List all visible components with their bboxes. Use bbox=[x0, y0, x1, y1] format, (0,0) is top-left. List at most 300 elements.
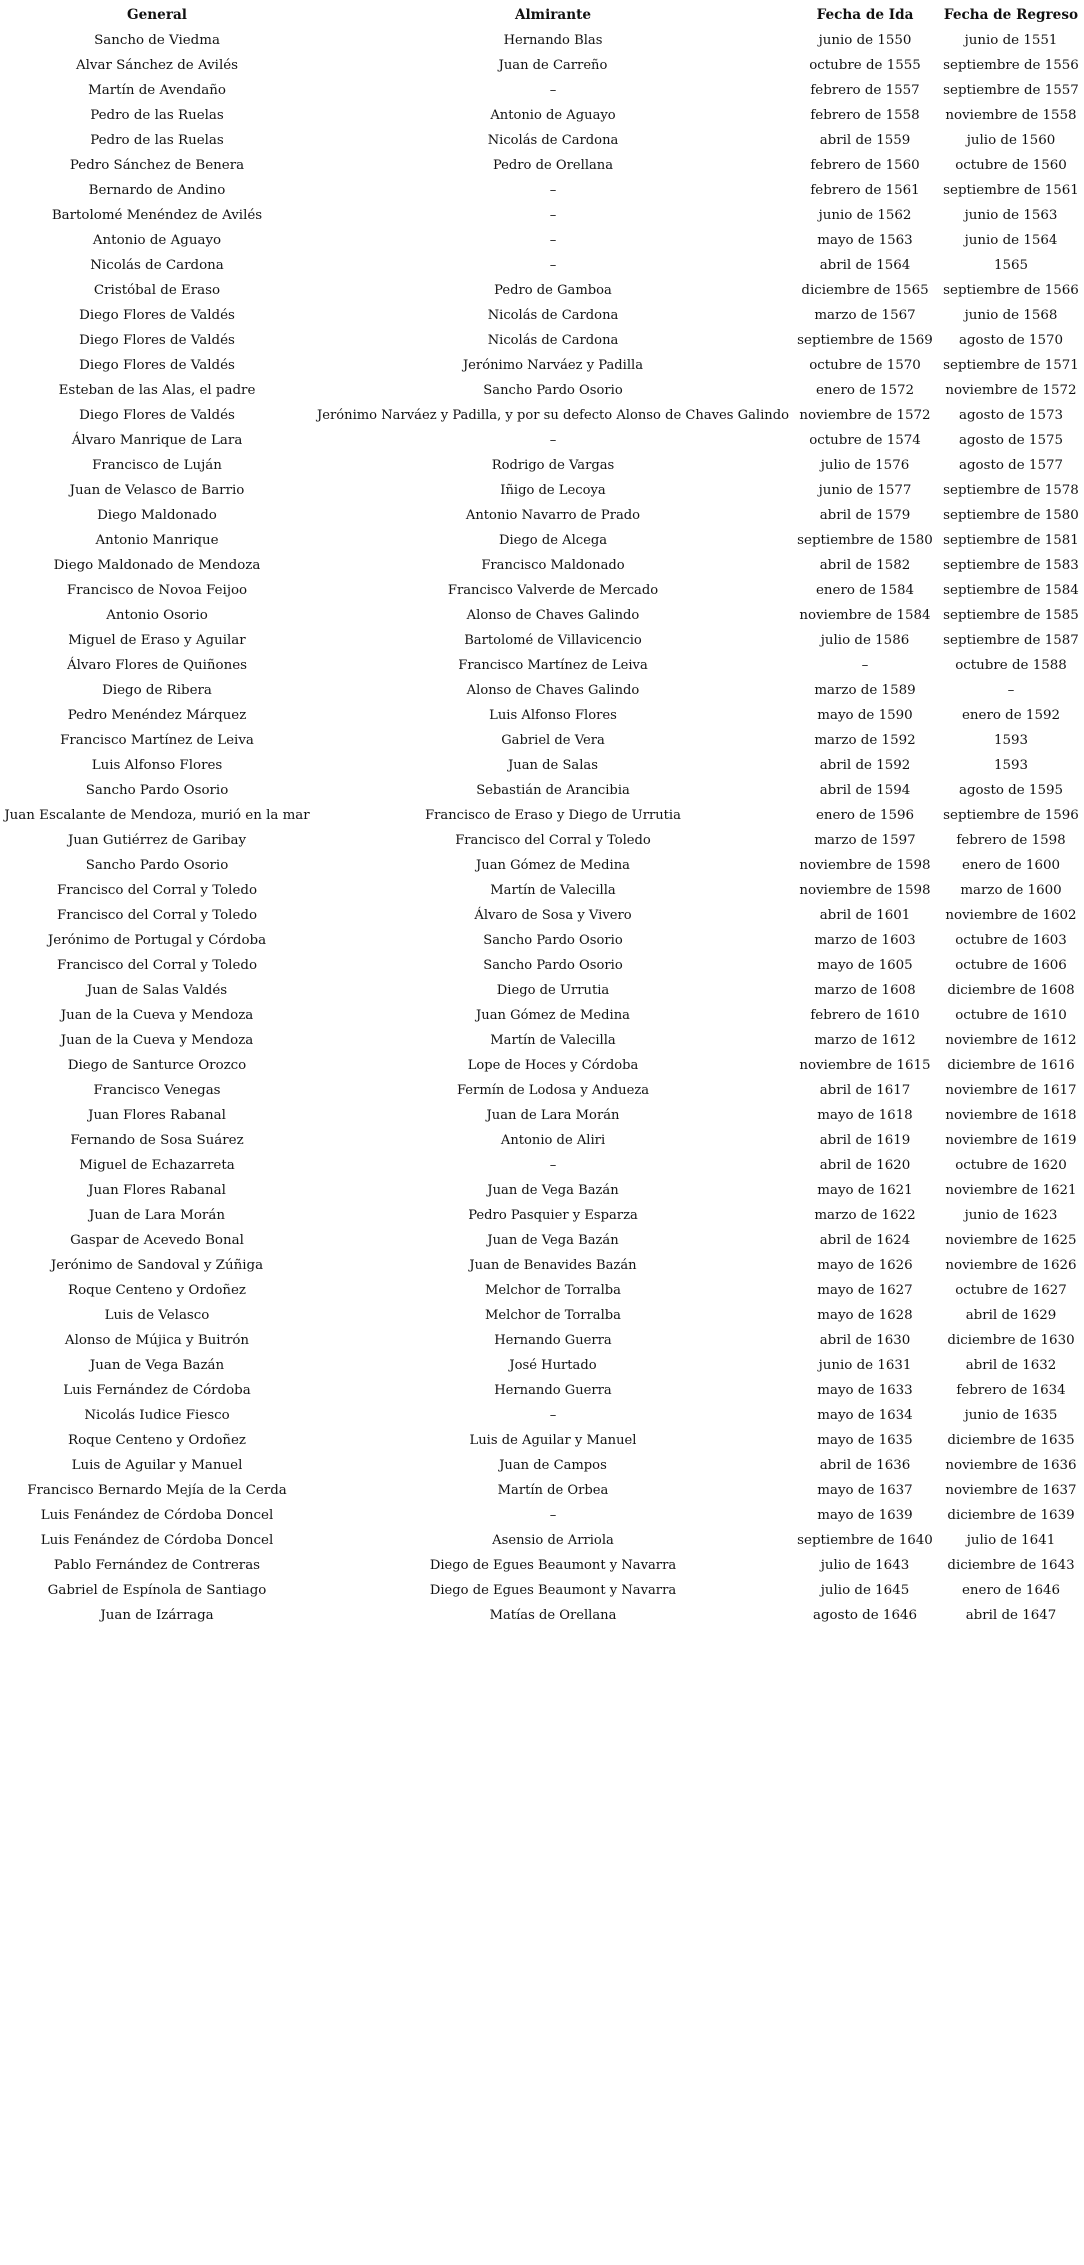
almirante-cell: – bbox=[549, 433, 557, 448]
almirante-cell: Diego de Alcega bbox=[498, 533, 608, 548]
fecha-ida-cell: julio de 1586 bbox=[820, 633, 910, 648]
general-cell: Antonio Manrique bbox=[95, 533, 219, 548]
fecha-ida-cell: abril de 1624 bbox=[819, 1233, 911, 1248]
almirante-cell: – bbox=[549, 83, 557, 98]
table-row bbox=[0, 553, 1084, 578]
fecha-regreso-cell: septiembre de 1557 bbox=[943, 83, 1079, 98]
fecha-regreso-cell: septiembre de 1580 bbox=[943, 508, 1079, 523]
fecha-regreso-cell: abril de 1647 bbox=[965, 1608, 1057, 1623]
almirante-cell: Rodrigo de Vargas bbox=[491, 458, 615, 473]
fecha-regreso-cell: 1565 bbox=[993, 258, 1029, 273]
fecha-ida-cell: mayo de 1628 bbox=[817, 1308, 913, 1323]
almirante-cell: Diego de Egues Beaumont y Navarra bbox=[429, 1583, 677, 1598]
fecha-ida-cell: mayo de 1618 bbox=[817, 1108, 913, 1123]
almirante-cell: Juan de Lara Morán bbox=[486, 1108, 620, 1123]
fecha-ida-cell: abril de 1601 bbox=[819, 908, 911, 923]
table-row bbox=[0, 178, 1084, 203]
general-cell: Miguel de Echazarreta bbox=[79, 1158, 235, 1173]
table-row bbox=[0, 753, 1084, 778]
general-cell: Diego Maldonado bbox=[97, 508, 217, 523]
fecha-regreso-cell: octubre de 1603 bbox=[955, 933, 1067, 948]
fecha-ida-cell: noviembre de 1572 bbox=[799, 408, 931, 423]
fecha-regreso-cell: diciembre de 1608 bbox=[947, 983, 1075, 998]
fecha-ida-cell: septiembre de 1569 bbox=[797, 333, 933, 348]
fecha-ida-cell: mayo de 1637 bbox=[817, 1483, 913, 1498]
fecha-regreso-cell: octubre de 1620 bbox=[955, 1158, 1067, 1173]
table-row bbox=[0, 1278, 1084, 1303]
almirante-cell: Martín de Valecilla bbox=[490, 883, 616, 898]
almirante-cell: José Hurtado bbox=[509, 1358, 597, 1373]
table-row bbox=[0, 1128, 1084, 1153]
general-cell: Juan Escalante de Mendoza, murió en la mar bbox=[4, 808, 310, 823]
general-cell: Francisco del Corral y Toledo bbox=[56, 908, 258, 923]
table-row bbox=[0, 1353, 1084, 1378]
fecha-ida-cell: mayo de 1633 bbox=[817, 1383, 913, 1398]
fecha-ida-cell: febrero de 1557 bbox=[810, 83, 920, 98]
fecha-regreso-cell: junio de 1568 bbox=[964, 308, 1058, 323]
almirante-cell: Jerónimo Narváez y Padilla, y por su defecto Alonso de Chaves Galindo bbox=[317, 408, 789, 423]
almirante-cell: – bbox=[549, 233, 557, 248]
header-general: General bbox=[127, 7, 187, 23]
table-body bbox=[0, 28, 1084, 1628]
fecha-ida-cell: julio de 1643 bbox=[820, 1558, 910, 1573]
fecha-regreso-cell: noviembre de 1602 bbox=[945, 908, 1077, 923]
almirante-cell: Hernando Guerra bbox=[494, 1333, 612, 1348]
general-cell: Antonio Osorio bbox=[106, 608, 208, 623]
fecha-regreso-cell: noviembre de 1617 bbox=[945, 1083, 1077, 1098]
general-cell: Juan Gutiérrez de Garibay bbox=[67, 833, 247, 848]
table-row bbox=[0, 1178, 1084, 1203]
fecha-regreso-cell: – bbox=[1007, 683, 1015, 698]
general-cell: Jerónimo de Sandoval y Zúñiga bbox=[50, 1258, 264, 1273]
fecha-regreso-cell: noviembre de 1572 bbox=[945, 383, 1077, 398]
almirante-cell: Diego de Egues Beaumont y Navarra bbox=[429, 1558, 677, 1573]
table-row bbox=[0, 78, 1084, 103]
general-cell: Fernando de Sosa Suárez bbox=[70, 1133, 244, 1148]
almirante-cell: Hernando Blas bbox=[503, 33, 603, 48]
general-cell: Juan de Salas Valdés bbox=[86, 983, 228, 998]
fecha-ida-cell: abril de 1619 bbox=[819, 1133, 911, 1148]
general-cell: Álvaro Flores de Quiñones bbox=[66, 658, 248, 673]
fecha-regreso-cell: noviembre de 1558 bbox=[945, 108, 1077, 123]
almirante-cell: Antonio de Aliri bbox=[500, 1133, 606, 1148]
fecha-regreso-cell: abril de 1632 bbox=[965, 1358, 1057, 1373]
almirante-cell: Juan de Vega Bazán bbox=[487, 1183, 619, 1198]
fecha-ida-cell: mayo de 1639 bbox=[817, 1508, 913, 1523]
general-cell: Bartolomé Menéndez de Avilés bbox=[51, 208, 263, 223]
general-cell: Luis Fenández de Córdoba Doncel bbox=[40, 1533, 274, 1548]
table-row bbox=[0, 1503, 1084, 1528]
fecha-regreso-cell: enero de 1600 bbox=[961, 858, 1061, 873]
general-cell: Luis Fenández de Córdoba Doncel bbox=[40, 1508, 274, 1523]
almirante-cell: Asensio de Arriola bbox=[492, 1533, 614, 1548]
general-cell: Juan de la Cueva y Mendoza bbox=[60, 1033, 254, 1048]
table-row bbox=[0, 428, 1084, 453]
table-row bbox=[0, 903, 1084, 928]
table-row bbox=[0, 1328, 1084, 1353]
table-row bbox=[0, 803, 1084, 828]
table-row bbox=[0, 1403, 1084, 1428]
almirante-cell: Juan Gómez de Medina bbox=[476, 858, 630, 873]
fecha-ida-cell: mayo de 1626 bbox=[817, 1258, 913, 1273]
general-cell: Alonso de Mújica y Buitrón bbox=[64, 1333, 250, 1348]
fecha-regreso-cell: agosto de 1573 bbox=[958, 408, 1064, 423]
fecha-ida-cell: abril de 1620 bbox=[819, 1158, 911, 1173]
table-row bbox=[0, 978, 1084, 1003]
fecha-regreso-cell: noviembre de 1637 bbox=[945, 1483, 1077, 1498]
table-row bbox=[0, 653, 1084, 678]
fecha-ida-cell: abril de 1582 bbox=[819, 558, 911, 573]
almirante-cell: Sancho Pardo Osorio bbox=[483, 958, 623, 973]
fecha-ida-cell: septiembre de 1580 bbox=[797, 533, 933, 548]
almirante-cell: Nicolás de Cardona bbox=[487, 333, 619, 348]
general-cell: Diego de Santurce Orozco bbox=[67, 1058, 247, 1073]
fecha-regreso-cell: julio de 1560 bbox=[966, 133, 1056, 148]
general-cell: Francisco de Luján bbox=[92, 458, 222, 473]
table-row bbox=[0, 953, 1084, 978]
general-cell: Sancho de Viedma bbox=[94, 33, 220, 48]
table-row bbox=[0, 1528, 1084, 1553]
almirante-cell: Antonio de Aguayo bbox=[490, 108, 616, 123]
fecha-ida-cell: abril de 1594 bbox=[819, 783, 911, 798]
fecha-regreso-cell: octubre de 1610 bbox=[955, 1008, 1067, 1023]
general-cell: Esteban de las Alas, el padre bbox=[58, 383, 256, 398]
table-row bbox=[0, 1603, 1084, 1628]
table-row bbox=[0, 53, 1084, 78]
almirante-cell: Melchor de Torralba bbox=[484, 1283, 621, 1298]
fecha-regreso-cell: octubre de 1588 bbox=[955, 658, 1067, 673]
table-row bbox=[0, 628, 1084, 653]
fecha-regreso-cell: octubre de 1606 bbox=[955, 958, 1067, 973]
fecha-regreso-cell: septiembre de 1584 bbox=[943, 583, 1079, 598]
almirante-cell: Hernando Guerra bbox=[494, 1383, 612, 1398]
fecha-ida-cell: marzo de 1612 bbox=[814, 1033, 916, 1048]
almirante-cell: – bbox=[549, 208, 557, 223]
fecha-ida-cell: abril de 1579 bbox=[819, 508, 911, 523]
general-cell: Juan Flores Rabanal bbox=[88, 1183, 226, 1198]
fecha-regreso-cell: septiembre de 1596 bbox=[943, 808, 1079, 823]
fecha-regreso-cell: diciembre de 1639 bbox=[947, 1508, 1075, 1523]
general-cell: Cristóbal de Eraso bbox=[93, 283, 221, 298]
fecha-regreso-cell: noviembre de 1626 bbox=[945, 1258, 1077, 1273]
fecha-regreso-cell: septiembre de 1566 bbox=[943, 283, 1079, 298]
general-cell: Sancho Pardo Osorio bbox=[85, 858, 229, 873]
fecha-ida-cell: octubre de 1555 bbox=[809, 58, 921, 73]
general-cell: Roque Centeno y Ordoñez bbox=[67, 1433, 246, 1448]
fecha-regreso-cell: octubre de 1627 bbox=[955, 1283, 1067, 1298]
general-cell: Diego Flores de Valdés bbox=[79, 358, 235, 373]
fecha-ida-cell: febrero de 1561 bbox=[810, 183, 920, 198]
table-row bbox=[0, 778, 1084, 803]
general-cell: Pablo Fernández de Contreras bbox=[53, 1558, 261, 1573]
almirante-cell: Gabriel de Vera bbox=[501, 733, 605, 748]
almirante-cell: Juan de Carreño bbox=[498, 58, 608, 73]
general-cell: Sancho Pardo Osorio bbox=[85, 783, 229, 798]
table-row bbox=[0, 203, 1084, 228]
almirante-cell: Martín de Orbea bbox=[497, 1483, 609, 1498]
general-cell: Nicolás Iudice Fiesco bbox=[84, 1408, 230, 1423]
general-cell: Martín de Avendaño bbox=[88, 83, 226, 98]
general-cell: Juan de Izárraga bbox=[100, 1608, 214, 1623]
fecha-regreso-cell: septiembre de 1587 bbox=[943, 633, 1079, 648]
fecha-ida-cell: junio de 1631 bbox=[818, 1358, 912, 1373]
general-cell: Luis de Aguilar y Manuel bbox=[71, 1458, 243, 1473]
fecha-regreso-cell: junio de 1635 bbox=[964, 1408, 1058, 1423]
table-row bbox=[0, 1053, 1084, 1078]
fecha-regreso-cell: noviembre de 1625 bbox=[945, 1233, 1077, 1248]
table-row bbox=[0, 1578, 1084, 1603]
general-cell: Pedro Menéndez Márquez bbox=[67, 708, 247, 723]
fecha-ida-cell: mayo de 1634 bbox=[817, 1408, 913, 1423]
table-row bbox=[0, 603, 1084, 628]
almirante-cell: Francisco Valverde de Mercado bbox=[447, 583, 659, 598]
header-fecha-regreso: Fecha de Regreso bbox=[943, 7, 1079, 23]
almirante-cell: Lope de Hoces y Córdoba bbox=[467, 1058, 639, 1073]
table-row bbox=[0, 828, 1084, 853]
fecha-regreso-cell: febrero de 1634 bbox=[956, 1383, 1066, 1398]
fecha-ida-cell: noviembre de 1598 bbox=[799, 883, 931, 898]
table-row bbox=[0, 353, 1084, 378]
table-row bbox=[0, 303, 1084, 328]
table-row bbox=[0, 528, 1084, 553]
almirante-cell: Nicolás de Cardona bbox=[487, 133, 619, 148]
fecha-regreso-cell: junio de 1563 bbox=[964, 208, 1058, 223]
almirante-cell: Juan de Campos bbox=[499, 1458, 607, 1473]
almirante-cell: Martín de Valecilla bbox=[490, 1033, 616, 1048]
general-cell: Juan de la Cueva y Mendoza bbox=[60, 1008, 254, 1023]
general-cell: Luis de Velasco bbox=[104, 1308, 210, 1323]
general-cell: Francisco Venegas bbox=[93, 1083, 221, 1098]
general-cell: Alvar Sánchez de Avilés bbox=[75, 58, 239, 73]
almirante-cell: – bbox=[549, 258, 557, 273]
fecha-regreso-cell: 1593 bbox=[993, 758, 1029, 773]
fecha-ida-cell: enero de 1572 bbox=[815, 383, 915, 398]
fecha-ida-cell: julio de 1576 bbox=[820, 458, 910, 473]
fecha-regreso-cell: diciembre de 1635 bbox=[947, 1433, 1075, 1448]
fecha-ida-cell: diciembre de 1565 bbox=[801, 283, 929, 298]
fecha-regreso-cell: agosto de 1595 bbox=[958, 783, 1064, 798]
fecha-ida-cell: agosto de 1646 bbox=[812, 1608, 918, 1623]
general-cell: Francisco del Corral y Toledo bbox=[56, 883, 258, 898]
fecha-ida-cell: junio de 1550 bbox=[818, 33, 912, 48]
general-cell: Pedro Sánchez de Benera bbox=[69, 158, 245, 173]
table-row bbox=[0, 228, 1084, 253]
fecha-regreso-cell: 1593 bbox=[993, 733, 1029, 748]
general-cell: Luis Fernández de Córdoba bbox=[63, 1383, 251, 1398]
almirante-cell: Alonso de Chaves Galindo bbox=[466, 608, 640, 623]
table-row bbox=[0, 503, 1084, 528]
fecha-regreso-cell: agosto de 1575 bbox=[958, 433, 1064, 448]
fecha-regreso-cell: julio de 1641 bbox=[966, 1533, 1056, 1548]
fecha-ida-cell: abril de 1564 bbox=[819, 258, 911, 273]
general-cell: Diego de Ribera bbox=[102, 683, 212, 698]
almirante-cell: Matías de Orellana bbox=[489, 1608, 617, 1623]
almirante-cell: Bartolomé de Villavicencio bbox=[464, 633, 642, 648]
fecha-regreso-cell: septiembre de 1571 bbox=[943, 358, 1079, 373]
fecha-regreso-cell: septiembre de 1581 bbox=[943, 533, 1079, 548]
general-cell: Diego Flores de Valdés bbox=[79, 308, 235, 323]
table-row bbox=[0, 1003, 1084, 1028]
fecha-ida-cell: marzo de 1567 bbox=[814, 308, 916, 323]
fecha-regreso-cell: junio de 1551 bbox=[964, 33, 1058, 48]
fecha-ida-cell: abril de 1592 bbox=[819, 758, 911, 773]
fecha-ida-cell: abril de 1617 bbox=[819, 1083, 911, 1098]
general-cell: Diego Flores de Valdés bbox=[79, 408, 235, 423]
table-row bbox=[0, 578, 1084, 603]
general-cell: Gabriel de Espínola de Santiago bbox=[47, 1583, 267, 1598]
fecha-regreso-cell: septiembre de 1578 bbox=[943, 483, 1079, 498]
table-row bbox=[0, 1428, 1084, 1453]
fecha-regreso-cell: diciembre de 1616 bbox=[947, 1058, 1075, 1073]
general-cell: Miguel de Eraso y Aguilar bbox=[68, 633, 246, 648]
almirante-cell: Juan de Vega Bazán bbox=[487, 1233, 619, 1248]
fecha-regreso-cell: junio de 1564 bbox=[964, 233, 1058, 248]
fecha-regreso-cell: noviembre de 1636 bbox=[945, 1458, 1077, 1473]
fecha-regreso-cell: febrero de 1598 bbox=[956, 833, 1066, 848]
fecha-ida-cell: mayo de 1621 bbox=[817, 1183, 913, 1198]
fecha-ida-cell: marzo de 1597 bbox=[814, 833, 916, 848]
fecha-regreso-cell: noviembre de 1612 bbox=[945, 1033, 1077, 1048]
fecha-ida-cell: febrero de 1560 bbox=[810, 158, 920, 173]
fecha-regreso-cell: septiembre de 1556 bbox=[943, 58, 1079, 73]
general-cell: Luis Alfonso Flores bbox=[91, 758, 223, 773]
fecha-regreso-cell: diciembre de 1630 bbox=[947, 1333, 1075, 1348]
almirante-cell: Juan Gómez de Medina bbox=[476, 1008, 630, 1023]
fecha-regreso-cell: marzo de 1600 bbox=[960, 883, 1062, 898]
table-row bbox=[0, 28, 1084, 53]
fecha-ida-cell: marzo de 1592 bbox=[814, 733, 916, 748]
fleet-table bbox=[0, 3, 1084, 1628]
fecha-regreso-cell: noviembre de 1619 bbox=[945, 1133, 1077, 1148]
table-row bbox=[0, 678, 1084, 703]
almirante-cell: Antonio Navarro de Prado bbox=[465, 508, 641, 523]
general-cell: Jerónimo de Portugal y Córdoba bbox=[47, 933, 267, 948]
fecha-ida-cell: junio de 1562 bbox=[818, 208, 912, 223]
general-cell: Francisco Martínez de Leiva bbox=[60, 733, 254, 748]
almirante-cell: Luis Alfonso Flores bbox=[489, 708, 617, 723]
fecha-regreso-cell: septiembre de 1585 bbox=[943, 608, 1079, 623]
general-cell: Diego Flores de Valdés bbox=[79, 333, 235, 348]
table-row bbox=[0, 378, 1084, 403]
fecha-ida-cell: enero de 1596 bbox=[815, 808, 915, 823]
general-cell: Juan Flores Rabanal bbox=[88, 1108, 226, 1123]
table-row bbox=[0, 878, 1084, 903]
fecha-ida-cell: noviembre de 1615 bbox=[799, 1058, 931, 1073]
general-cell: Álvaro Manrique de Lara bbox=[71, 433, 243, 448]
table-row bbox=[0, 1203, 1084, 1228]
fecha-ida-cell: abril de 1636 bbox=[819, 1458, 911, 1473]
table-row bbox=[0, 728, 1084, 753]
fecha-ida-cell: junio de 1577 bbox=[818, 483, 912, 498]
fecha-regreso-cell: junio de 1623 bbox=[964, 1208, 1058, 1223]
almirante-cell: Sancho Pardo Osorio bbox=[483, 933, 623, 948]
almirante-cell: Juan de Salas bbox=[508, 758, 598, 773]
almirante-cell: – bbox=[549, 1158, 557, 1173]
table-row bbox=[0, 1453, 1084, 1478]
almirante-cell: Pedro de Gamboa bbox=[494, 283, 612, 298]
almirante-cell: Francisco de Eraso y Diego de Urrutia bbox=[425, 808, 681, 823]
general-cell: Diego Maldonado de Mendoza bbox=[53, 558, 261, 573]
table-row bbox=[0, 1028, 1084, 1053]
fecha-ida-cell: abril de 1630 bbox=[819, 1333, 911, 1348]
fecha-ida-cell: mayo de 1563 bbox=[817, 233, 913, 248]
general-cell: Juan de Lara Morán bbox=[89, 1208, 225, 1223]
header-fecha-ida: Fecha de Ida bbox=[816, 7, 914, 23]
fecha-ida-cell: julio de 1645 bbox=[820, 1583, 910, 1598]
fecha-regreso-cell: enero de 1646 bbox=[961, 1583, 1061, 1598]
table-row bbox=[0, 1478, 1084, 1503]
fecha-ida-cell: mayo de 1605 bbox=[817, 958, 913, 973]
general-cell: Francisco del Corral y Toledo bbox=[56, 958, 258, 973]
general-cell: Bernardo de Andino bbox=[88, 183, 226, 198]
almirante-cell: Alonso de Chaves Galindo bbox=[466, 683, 640, 698]
almirante-cell: Melchor de Torralba bbox=[484, 1308, 621, 1323]
fecha-ida-cell: marzo de 1608 bbox=[814, 983, 916, 998]
general-cell: Francisco de Novoa Feijoo bbox=[66, 583, 248, 598]
table-row bbox=[0, 128, 1084, 153]
fecha-ida-cell: abril de 1559 bbox=[819, 133, 911, 148]
almirante-cell: Sancho Pardo Osorio bbox=[483, 383, 623, 398]
fecha-ida-cell: marzo de 1589 bbox=[814, 683, 916, 698]
table-row bbox=[0, 1103, 1084, 1128]
fecha-ida-cell: mayo de 1590 bbox=[817, 708, 913, 723]
almirante-cell: Pedro de Orellana bbox=[492, 158, 614, 173]
fecha-regreso-cell: agosto de 1570 bbox=[958, 333, 1064, 348]
table-row bbox=[0, 1253, 1084, 1278]
table-row bbox=[0, 1553, 1084, 1578]
table-row bbox=[0, 403, 1084, 428]
general-cell: Pedro de las Ruelas bbox=[90, 133, 224, 148]
table-row bbox=[0, 703, 1084, 728]
fecha-regreso-cell: enero de 1592 bbox=[961, 708, 1061, 723]
almirante-cell: Jerónimo Narváez y Padilla bbox=[462, 358, 644, 373]
fecha-ida-cell: marzo de 1603 bbox=[814, 933, 916, 948]
table-row bbox=[0, 1228, 1084, 1253]
almirante-cell: Nicolás de Cardona bbox=[487, 308, 619, 323]
fecha-ida-cell: – bbox=[861, 658, 869, 673]
fecha-ida-cell: septiembre de 1640 bbox=[797, 1533, 933, 1548]
almirante-cell: Francisco Maldonado bbox=[481, 558, 625, 573]
table-row bbox=[0, 928, 1084, 953]
almirante-cell: Fermín de Lodosa y Andueza bbox=[456, 1083, 650, 1098]
header-almirante: Almirante bbox=[514, 7, 592, 23]
general-cell: Francisco Bernardo Mejía de la Cerda bbox=[27, 1483, 287, 1498]
almirante-cell: – bbox=[549, 1508, 557, 1523]
general-cell: Nicolás de Cardona bbox=[90, 258, 224, 273]
table-row bbox=[0, 1378, 1084, 1403]
fecha-ida-cell: noviembre de 1584 bbox=[799, 608, 931, 623]
table-row bbox=[0, 328, 1084, 353]
general-cell: Roque Centeno y Ordoñez bbox=[67, 1283, 246, 1298]
fecha-ida-cell: mayo de 1627 bbox=[817, 1283, 913, 1298]
fecha-ida-cell: noviembre de 1598 bbox=[799, 858, 931, 873]
fecha-regreso-cell: noviembre de 1621 bbox=[945, 1183, 1077, 1198]
fecha-ida-cell: febrero de 1558 bbox=[810, 108, 920, 123]
table-row bbox=[0, 278, 1084, 303]
fecha-regreso-cell: abril de 1629 bbox=[965, 1308, 1057, 1323]
almirante-cell: Pedro Pasquier y Esparza bbox=[468, 1208, 638, 1223]
almirante-cell: Iñigo de Lecoya bbox=[500, 483, 606, 498]
fecha-regreso-cell: diciembre de 1643 bbox=[947, 1558, 1075, 1573]
general-cell: Juan de Vega Bazán bbox=[89, 1358, 225, 1373]
fecha-regreso-cell: agosto de 1577 bbox=[958, 458, 1064, 473]
general-cell: Juan de Velasco de Barrio bbox=[69, 483, 245, 498]
table-row bbox=[0, 253, 1084, 278]
almirante-cell: Francisco del Corral y Toledo bbox=[455, 833, 651, 848]
table-header-row bbox=[0, 3, 1084, 28]
fecha-regreso-cell: octubre de 1560 bbox=[955, 158, 1067, 173]
fecha-ida-cell: octubre de 1574 bbox=[809, 433, 921, 448]
